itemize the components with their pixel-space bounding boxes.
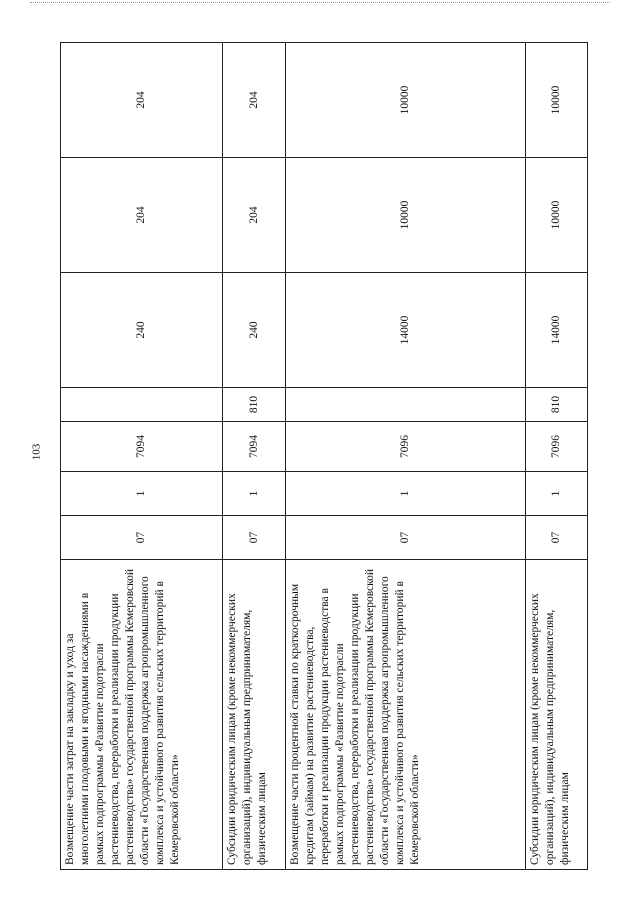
amount-year-3: 10000 [525, 42, 587, 157]
row-description: Субсидии юридическим лицам (кроме некоммерческих организаций), индивидуальным предпринимателям, физическим лицам [222, 559, 285, 869]
subsection-code: 1 [60, 471, 222, 515]
budget-table [60, 42, 588, 870]
subsection-code: 1 [222, 471, 285, 515]
rotated-table-area [60, 42, 587, 869]
expense-type-code: 810 [525, 387, 587, 421]
section-code: 07 [222, 515, 285, 559]
expense-type-code: 810 [222, 387, 285, 421]
expense-type-code [60, 387, 222, 421]
amount-year-2: 10000 [525, 157, 587, 272]
target-article-code: 7094 [60, 421, 222, 471]
amount-year-1: 240 [222, 272, 285, 387]
target-article-code: 7096 [525, 421, 587, 471]
row-description: Возмещение части процентной ставки по краткосрочным кредитам (займам) на развитие растениеводства, переработки и реализации продукции растениеводства в рамках подпрограммы «Развитие подотрасли растениеводства, переработки и реализации продукции растениеводства» государственной программы Кемеровской области «Государственная поддержка агропромышленного комплекса и устойчивого развития сельских территорий в Кемеровской области» [285, 559, 525, 869]
section-code: 07 [525, 515, 587, 559]
amount-year-3: 204 [60, 42, 222, 157]
amount-year-2: 10000 [285, 157, 525, 272]
amount-year-1: 240 [60, 272, 222, 387]
amount-year-2: 204 [60, 157, 222, 272]
expense-type-code [285, 387, 525, 421]
table-row [525, 42, 587, 869]
section-code: 07 [285, 515, 525, 559]
amount-year-2: 204 [222, 157, 285, 272]
target-article-code: 7094 [222, 421, 285, 471]
row-description: Возмещение части затрат на закладку и уход за многолетними плодовыми и ягодными насаждениями в рамках подпрограммы «Развитие подотрасли растениеводства, переработки и реализации продукции растениеводства» государственной программы Кемеровской области «Государственная поддержка агропромышленного комплекса и устойчивого развития сельских территорий в Кемеровской области» [60, 559, 222, 869]
amount-year-1: 14000 [285, 272, 525, 387]
amount-year-3: 204 [222, 42, 285, 157]
table-row [285, 42, 525, 869]
section-code: 07 [60, 515, 222, 559]
target-article-code: 7096 [285, 421, 525, 471]
table-row [222, 42, 285, 869]
amount-year-1: 14000 [525, 272, 587, 387]
page-number [26, 442, 46, 462]
subsection-code: 1 [525, 471, 587, 515]
table-row [60, 42, 222, 869]
subsection-code: 1 [285, 471, 525, 515]
amount-year-3: 10000 [285, 42, 525, 157]
page-number-text: 103 [30, 443, 42, 461]
row-description: Субсидии юридическим лицам (кроме некоммерческих организаций), индивидуальным предпринимателям, физическим лицам [525, 559, 587, 869]
top-dotted-rule [30, 2, 610, 3]
